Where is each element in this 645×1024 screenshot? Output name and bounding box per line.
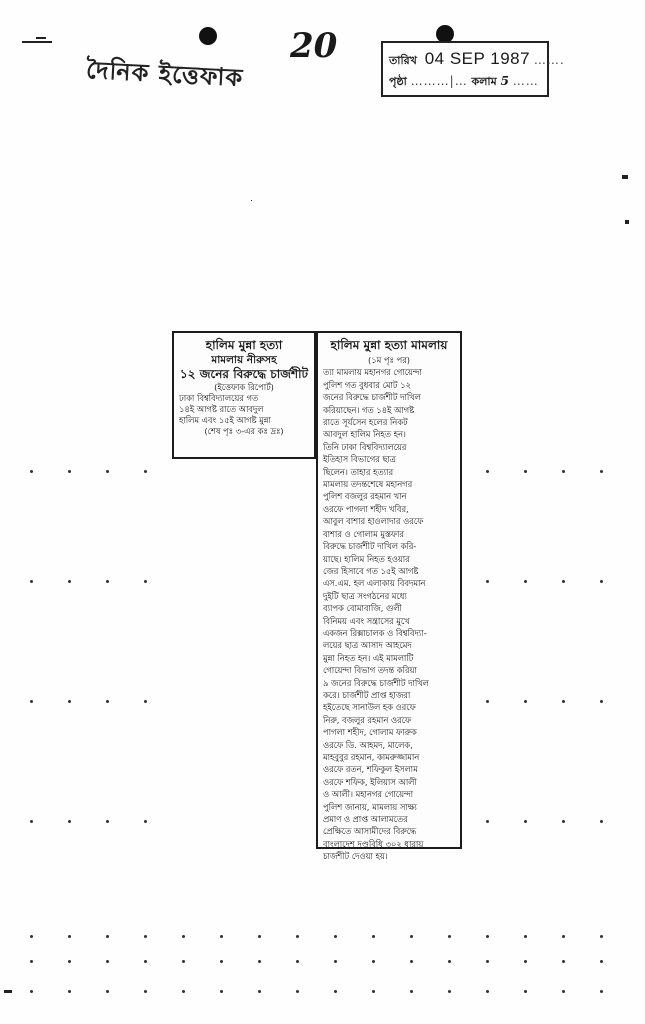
scan-dot — [144, 960, 147, 963]
clipping-right-body-line: রাতে সূর্যসেন হলের নিকট — [323, 417, 408, 428]
scan-dot — [106, 960, 109, 963]
scan-dot — [600, 470, 603, 473]
clipping-right-body-line: ওরফে পাগলা শহীদ খবির, — [323, 503, 409, 514]
scan-dot — [30, 990, 33, 993]
scan-dot — [68, 580, 71, 583]
scan-mark — [36, 37, 46, 39]
scan-dot — [410, 935, 413, 938]
scan-dot — [600, 935, 603, 938]
scan-dot — [600, 960, 603, 963]
stamp-date-row — [389, 49, 565, 71]
scan-dot — [68, 700, 71, 703]
stamp-dots: ……. — [533, 53, 565, 67]
scan-dot — [144, 580, 147, 583]
clipping-right-continued-from: (১ম পৃঃ পর) — [368, 355, 410, 365]
scan-dot — [220, 960, 223, 963]
stamp-dots: …… — [512, 74, 539, 88]
scan-dot — [106, 990, 109, 993]
scan-dot — [106, 580, 109, 583]
scan-dot — [144, 700, 147, 703]
stamp-date-value: 04 SEP 1987 — [424, 49, 531, 68]
scan-dot — [30, 470, 33, 473]
scan-dot — [182, 990, 185, 993]
clipping-right-body — [323, 366, 455, 862]
scan-dot — [258, 990, 261, 993]
scan-dot — [562, 700, 565, 703]
clipping-right-body-line: পুলিশ গত বুধবার মোট ১২ — [323, 379, 411, 390]
clipping-left-headline-line: ১২ জনের বিরুদ্ধে চার্জশীট — [179, 367, 309, 381]
clipping-right-body-line: বিরুদ্ধে চার্জশীট দাখিল করি- — [323, 541, 417, 552]
clipping-right-body-line: মাহবুবুর রহমান, কামরুজ্জামান — [323, 752, 420, 762]
clipping-right-body-line: জের হিসাবে গত ১৫ই আগষ্ট — [323, 565, 419, 576]
stamp-page-label: পৃষ্ঠা — [389, 75, 407, 88]
page-number: 20 — [290, 26, 338, 66]
stamp-column-label: কলাম — [471, 75, 497, 88]
scan-dot — [296, 935, 299, 938]
scan-dot — [524, 990, 527, 993]
scan-dot — [296, 990, 299, 993]
scan-dot — [448, 960, 451, 963]
scan-dot — [486, 700, 489, 703]
scan-dot — [334, 990, 337, 993]
clipping-right-body-line: পুলিশ জানায়, মামলায় সাক্ষ্য — [323, 801, 417, 812]
clipping-right-body-line: য়াছে। হালিম নিহত হওয়ার — [323, 553, 410, 564]
clipping-right — [316, 331, 462, 862]
clipping-left-headline-line: মামলায় নীরুসহ — [211, 354, 277, 366]
scan-dot — [600, 990, 603, 993]
clipping-left-body-line: ১৪ই আগষ্ট রাতে আবদুল — [179, 404, 264, 414]
scan-dot — [68, 990, 71, 993]
binder-hole-left — [199, 27, 217, 45]
clipping-left — [172, 331, 316, 459]
scan-dot — [562, 990, 565, 993]
scan-dot — [68, 935, 71, 938]
scan-dot — [30, 820, 33, 823]
scan-dot — [486, 820, 489, 823]
scan-dot — [68, 470, 71, 473]
scan-dot — [144, 990, 147, 993]
clipping-right-body-line: পুলিশ বজলুর রহমান খান — [323, 491, 407, 502]
clipping-right-body-line: বাংলাদেশ দণ্ডবিধি ৩০২ ধারায় — [323, 838, 424, 849]
scan-dot — [68, 820, 71, 823]
scan-dot — [30, 960, 33, 963]
scan-dot — [486, 960, 489, 963]
scan-mark — [625, 220, 629, 224]
scan-dot — [182, 960, 185, 963]
clipping-right-body-line: ত্যা মামলায় মহানগর গোয়েন্দা — [323, 367, 422, 378]
clipping-right-body-line: ও আলী। মহানগর গোয়েন্দা — [323, 789, 414, 800]
scan-dot — [410, 990, 413, 993]
scan-dot — [524, 700, 527, 703]
clipping-right-body-line: ইতিহাস বিভাগের ছাত্র — [323, 454, 396, 465]
clipping-right-body-line: প্রমাণ ও প্রাপ্ত আলামতের — [323, 814, 408, 825]
scan-dot — [562, 470, 565, 473]
clipping-right-body-line: গোয়েন্দা বিভাগ তদন্ত করিয়া — [323, 665, 417, 676]
scan-dot — [372, 935, 375, 938]
scan-dot — [106, 470, 109, 473]
clipping-right-body-line: ৯ জনের বিরুদ্ধে চার্জশীট দাখিল — [323, 677, 429, 688]
scan-dot — [524, 935, 527, 938]
scan-dot — [562, 935, 565, 938]
scan-dot — [486, 580, 489, 583]
scan-dot — [410, 960, 413, 963]
scan-dot — [144, 935, 147, 938]
scan-dot — [258, 960, 261, 963]
clipping-left-body-line: ঢাকা বিশ্ববিদ্যালয়ের গত — [179, 393, 259, 403]
clipping-left-byline: (ইত্তেফাক রিপোর্ট) — [214, 382, 274, 392]
clipping-right-body-line: ওরফে ডি. আহমদ, মালেক, — [323, 739, 413, 750]
clipping-right-body-line: ওরফে শফিক, ইলিয়াস আলী — [323, 776, 417, 787]
scan-dot — [600, 700, 603, 703]
clipping-right-body-line: নিরু, বজলুর রহমান ওরফে — [323, 714, 411, 725]
clipping-right-body-line: বাশার ও গোলাম মুস্তফার — [323, 528, 404, 539]
scan-dot — [106, 700, 109, 703]
clipping-left-body-line: হালিম এবং ১৫ই আগষ্ট মুন্না — [179, 415, 271, 425]
scan-mark — [22, 41, 52, 43]
clipping-right-headline: হালিম মুন্না হত্যা মামলায় — [330, 338, 448, 352]
scan-dot — [30, 935, 33, 938]
scan-dot — [448, 990, 451, 993]
newspaper-name: দৈনিক ইত্তেফাক — [85, 55, 244, 93]
clipping-right-body-line: জনের বিরুদ্ধে চার্জশীট দাখিল — [323, 392, 421, 403]
scan-dot — [486, 935, 489, 938]
scan-mark — [4, 990, 12, 993]
clipping-right-body-line: লয়ের ছাত্র আসাদ আহমেদ — [323, 640, 412, 651]
clipping-right-body-line: ছিলেন। তাহার হত্যার — [323, 466, 394, 477]
stamp-page-row — [389, 73, 539, 92]
scan-dot — [144, 470, 147, 473]
scan-dot — [144, 820, 147, 823]
scan-dot — [182, 935, 185, 938]
scan-dot — [68, 960, 71, 963]
scan-dot — [524, 470, 527, 473]
scan-dot — [524, 820, 527, 823]
clipping-left-continued-note: (শেষ পৃঃ ৩-এর কঃ দ্রঃ) — [204, 426, 284, 436]
scan-dot — [30, 700, 33, 703]
clipping-right-body-line: পাগলা শহীদ, গোলাম ফারুক — [323, 727, 417, 738]
scan-dot — [334, 960, 337, 963]
clipping-right-body-line: বিনিময় এবং সন্ত্রাসের মুখে — [323, 615, 410, 626]
clipping-right-body-line: করিয়াছেন। গত ১৪ই আগষ্ট — [323, 404, 415, 415]
scan-dot — [562, 960, 565, 963]
scan-dot — [372, 960, 375, 963]
scan-dot — [600, 580, 603, 583]
clipping-right-body-line: করে। চার্জশীট প্রাপ্ত হাজরা — [323, 689, 411, 700]
clipping-right-body-line: প্রেক্ষিতে আসামীদের বিরুদ্ধে — [323, 826, 417, 837]
date-stamp — [381, 41, 565, 97]
scan-dot — [524, 580, 527, 583]
clipping-right-body-line: মামলায় তদন্তশেষে মহানগর — [323, 479, 413, 490]
clipping-right-body-line: আবদুল হালিম নিহত হন। — [323, 429, 406, 440]
scan-dot — [106, 820, 109, 823]
clipping-right-body-line: দুইটি ছাত্র সংগঠনের মধ্যে — [323, 590, 407, 601]
fold-line — [251, 200, 252, 201]
clipping-right-body-line: মুন্না নিহত হন। এই মামলাটি — [323, 652, 414, 663]
clipping-right-body-line: চার্জশীট দেওয়া হয়। — [323, 851, 388, 862]
scan-dot — [220, 990, 223, 993]
scan-dot — [524, 960, 527, 963]
scan-dot — [372, 990, 375, 993]
scan-dot — [486, 990, 489, 993]
clipping-right-body-line: ব্যাপক বোমাবাজি, গুলী — [323, 603, 402, 614]
clipping-right-body-line: ওরফে রতন, শফিকুল ইসলাম — [323, 764, 418, 775]
clipping-left-headline-line: হালিম মুন্না হত্যা — [205, 338, 283, 352]
stamp-column-value: 5 — [500, 74, 509, 88]
scan-dot — [562, 820, 565, 823]
clipping-right-body-line: হইতেছে সানাউল হক ওরফে — [323, 702, 416, 713]
stamp-dots: ………|… — [410, 74, 468, 88]
scan-dot — [30, 580, 33, 583]
scan-dot — [562, 580, 565, 583]
scan-dot — [600, 820, 603, 823]
scan-dot — [486, 470, 489, 473]
clipping-right-body-line: এস.এম. হল এলাকায় বিবদমান — [323, 578, 426, 589]
clipping-right-body-line: তিনি ঢাকা বিশ্ববিদ্যালয়ের — [323, 441, 407, 452]
scan-dot — [296, 960, 299, 963]
scan-dot — [106, 935, 109, 938]
clipping-right-body-line: একজন রিক্সাচালক ও বিশ্ববিদ্যা- — [323, 627, 427, 638]
scan-dot — [220, 935, 223, 938]
scan-dot — [334, 935, 337, 938]
clipping-right-body-line: আবুল বাশার হাওলাদার ওরফে — [323, 516, 424, 527]
stamp-date-label: তারিখ — [389, 54, 417, 67]
scan-mark — [622, 175, 628, 179]
scan-dot — [258, 935, 261, 938]
scan-dot — [448, 935, 451, 938]
